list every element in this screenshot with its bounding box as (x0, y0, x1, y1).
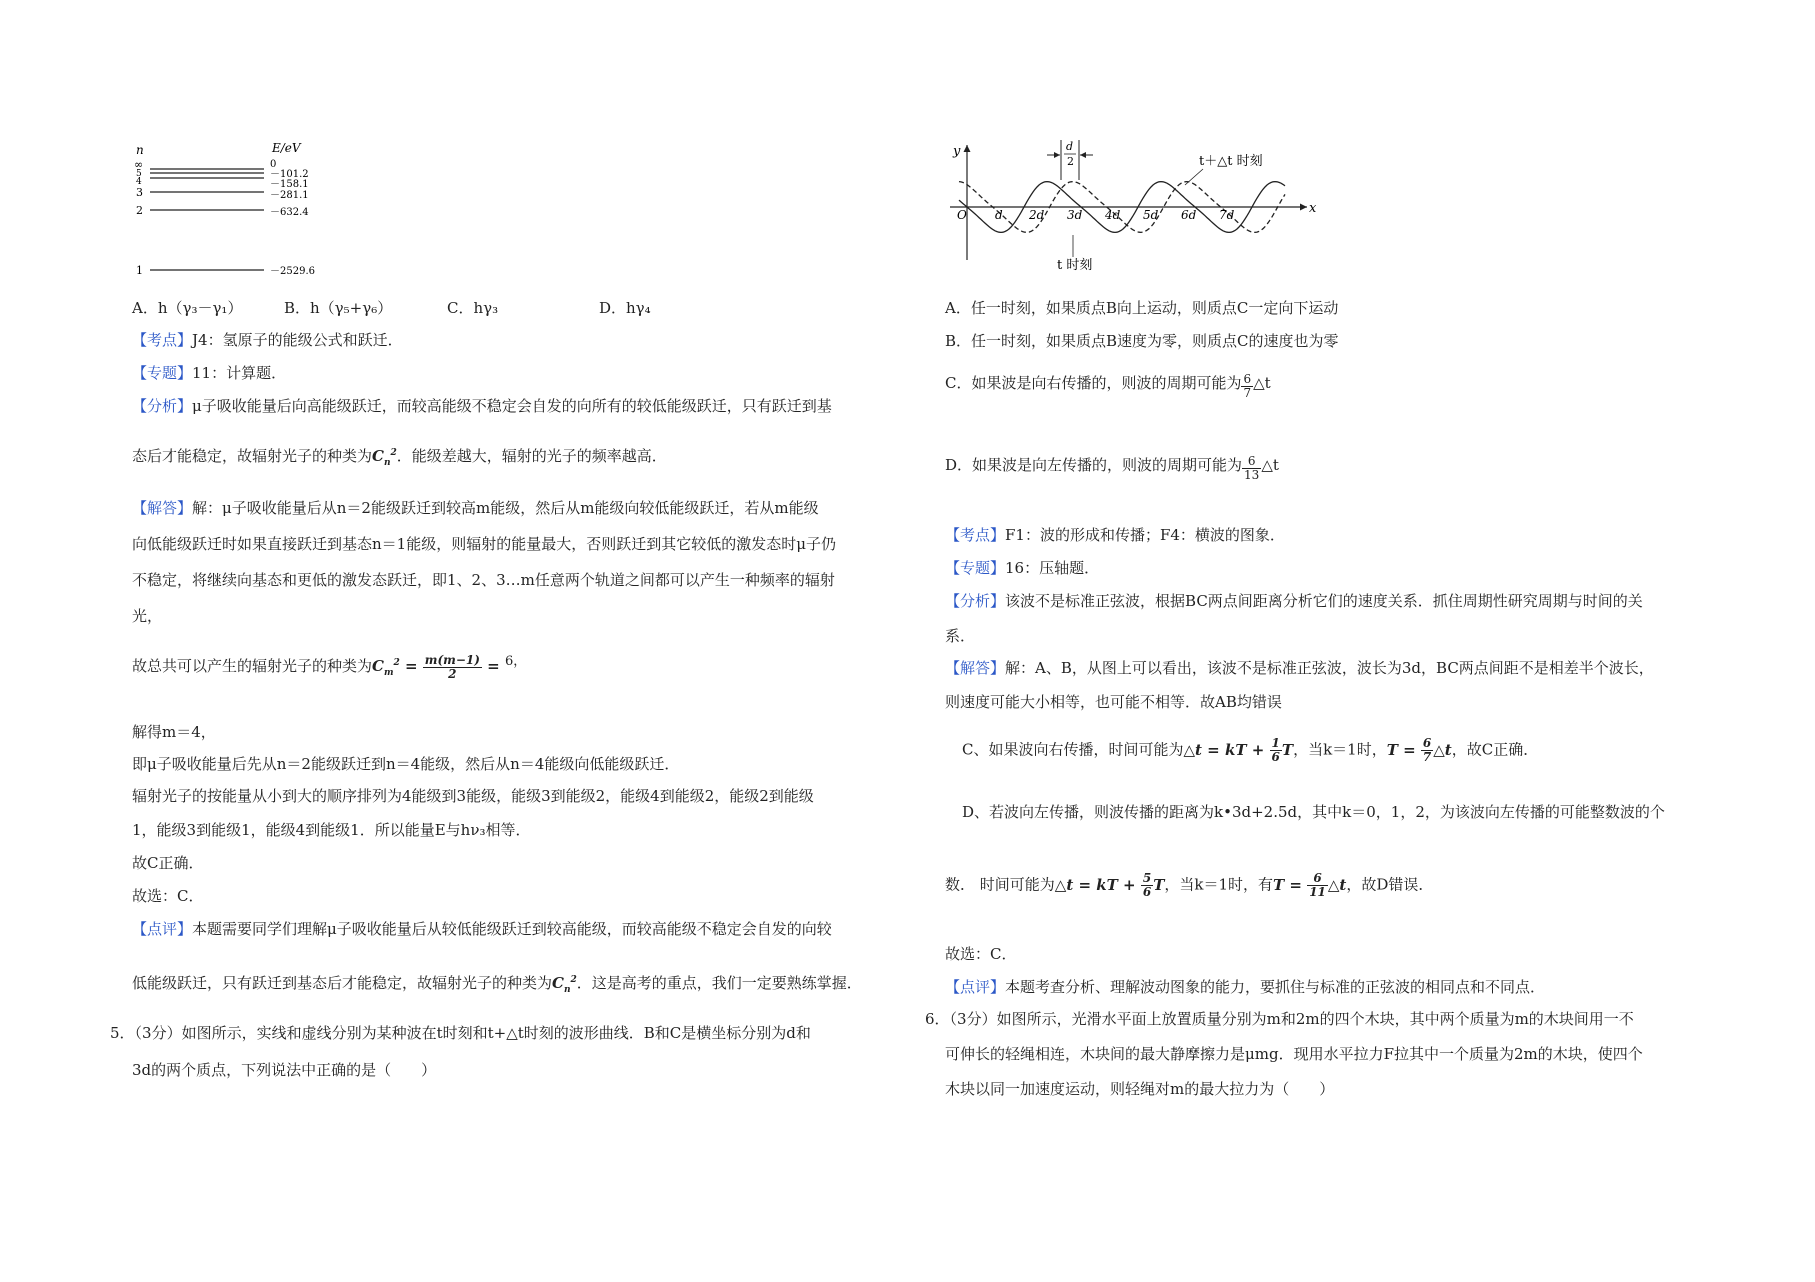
fenxi-line-1 (945, 591, 1643, 611)
dianping-tag: 【点评】 (132, 920, 193, 938)
fenxi-tag: 【分析】 (132, 397, 193, 415)
tick-6d: 6d (1181, 208, 1197, 222)
fenxi-text-1: μ子吸收能量后向高能级跃迁，而较高能级不稳定会自发的向所有的较低能级跃迁，只有跃迁到基 (192, 397, 832, 415)
fenxi-text-2: 系． (945, 627, 976, 645)
half-d-num: d (1066, 140, 1074, 153)
jieda-line-3 (132, 570, 835, 590)
jieda-c-line (962, 737, 1538, 764)
jieda-text-3: 不稳定，将继续向基态和更低的激发态跃迁，即1、2、3…m任意两个轨道之间都可以产生一种频率的辐射 (132, 571, 835, 589)
fenxi-text-2b: ．能级差越大，辐射的光子的频率越高． (396, 447, 667, 465)
jieda-text-6: 解得m＝4， (132, 723, 216, 741)
level-e-inf: 0 (270, 159, 277, 170)
option-a: A．h（γ₃－γ₁） (132, 299, 243, 317)
jieda-line-1 (132, 498, 819, 518)
jieda-d-text-2: 数． 时间可能为 (945, 875, 1055, 894)
combination-formula: $C_n^2$ (372, 447, 397, 468)
option-d-line (945, 455, 1279, 482)
y-axis-label: y (953, 144, 961, 159)
jieda-line-9 (132, 820, 530, 840)
jieda-c-text-3: ，故C正确． (1451, 740, 1539, 759)
jieda-text-10: 故C正确． (132, 854, 204, 872)
x-axis-label: x (1309, 201, 1317, 216)
tick-3d: 3d (1067, 208, 1083, 222)
level-n-1: 1 (136, 264, 143, 277)
kaodian-line (132, 330, 403, 350)
level-e-4: －158.1 (270, 179, 309, 190)
question-5-line-2 (132, 1060, 436, 1080)
option-c-tail: △t (1253, 374, 1271, 392)
kaodian-text: F1：波的形成和传播；F4：横波的图象． (1005, 526, 1285, 544)
zhuanti-text: 16：压轴题． (1005, 559, 1100, 577)
jieda-d-text-3: ，当k＝1时，有 (1164, 875, 1273, 894)
jieda-text-4: 光， (132, 607, 163, 625)
option-c: C．如果波是向右传播的，则波的周期可能为 (945, 374, 1242, 392)
level-e-1: －2529.6 (270, 266, 315, 277)
level-n-3: 3 (136, 186, 143, 199)
jieda-text-5b: 6， (504, 654, 527, 669)
question-5-text-2: 3d的两个质点，下列说法中正确的是（ ） (132, 1061, 437, 1079)
fenxi-line-2 (945, 626, 975, 646)
dianping-line-1 (132, 919, 832, 939)
origin-label: O (957, 208, 967, 222)
question-6-line-1 (925, 1009, 1634, 1029)
jieda-line-6 (132, 722, 216, 742)
jieda-line-2 (945, 692, 1282, 712)
fenxi-text-1: 该波不是标准正弦波，根据BC两点间距离分析它们的速度关系．抓住周期性研究周期与时间的关 (1005, 592, 1643, 610)
zhuanti-text: 11：计算题． (192, 364, 287, 382)
dianping-text: 本题考查分析、理解波动图象的能力，要抓住与标准的正弦波的相同点和不同点． (1005, 978, 1546, 996)
jieda-line-2 (132, 534, 836, 554)
level-n-5: 5 (136, 169, 142, 179)
dashed-label-leader (1185, 169, 1203, 185)
jieda-text-5a: 故总共可以产生的辐射光子的种类为 (132, 657, 373, 675)
solid-wave-label: t 时刻 (1057, 258, 1093, 273)
jieda-d-text-1: D、若波向左传播，则波传播的距离为k•3d+2.5d，其中k＝0，1，2，为该波向左传播的可能整数波的个 (962, 803, 1665, 821)
jieda-text-11: 故选：C． (132, 887, 204, 905)
kaodian-tag: 【考点】 (132, 331, 193, 349)
level-n-inf: ∞ (134, 158, 144, 171)
e-axis-label: E/eV (272, 141, 301, 155)
zhuanti-line (132, 363, 286, 383)
option-a-line (945, 298, 1338, 318)
kaodian-text: J4：氢原子的能级公式和跃迁． (192, 331, 403, 349)
formula-dt-left: △t = kT + $\frac{5}{6}$ T (1054, 871, 1165, 899)
level-n-4: 4 (136, 177, 142, 187)
jieda-text-2: 向低能级跃迁时如果直接跃迁到基态n＝1能级，则辐射的能量最大，否则跃迁到其它较低的激发态时μ子仍 (132, 535, 836, 553)
combination-formula-2: $C_n^2$ (552, 974, 577, 995)
fenxi-text-2a: 态后才能稳定，故辐射光子的种类为 (132, 447, 373, 465)
dashed-wave-label: t＋△t 时刻 (1199, 154, 1263, 169)
jieda-text-9: 1，能级3到能级1，能级4到能级1．所以能量E与hν₃相等． (132, 821, 531, 839)
jieda-d-text-4: ，故D错误． (1346, 875, 1434, 894)
jieda-text-7: 即μ子吸收能量后先从n＝2能级跃迁到n＝4能级，然后从n＝4能级向低能级跃迁． (132, 755, 680, 773)
level-e-2: －632.4 (270, 207, 309, 218)
level-e-3: －281.1 (270, 190, 309, 201)
dianping-line-2 (132, 970, 862, 1000)
tick-4d: 4d (1105, 208, 1121, 222)
n-axis-label: n (136, 143, 144, 157)
tick-7d: 7d (1219, 208, 1235, 222)
jieda-line-5 (132, 652, 526, 683)
jieda-line-1 (945, 658, 1654, 678)
fenxi-tag: 【分析】 (945, 592, 1006, 610)
tick-5d: 5d (1143, 208, 1159, 222)
jieda-tag: 【解答】 (132, 499, 193, 517)
tick-d: d (995, 208, 1003, 222)
jieda-line-10 (132, 853, 203, 873)
fenxi-line-1 (132, 396, 832, 416)
jieda-c-text-1: C、如果波向右传播，时间可能为 (962, 740, 1184, 759)
question-6-text-3: 木块以同一加速度运动，则轻绳对m的最大拉力为（ ） (945, 1080, 1335, 1098)
question-6-text-1: 6．（3分）如图所示，光滑水平面上放置质量分别为m和2m的四个木块，其中两个质量为m的木块间用一不 (925, 1010, 1634, 1028)
zhuanti-tag: 【专题】 (945, 559, 1006, 577)
dianping-tag: 【点评】 (945, 978, 1006, 996)
option-b: B．任一时刻，如果质点B速度为零，则质点C的速度也为零 (945, 332, 1339, 350)
dianping-text-1: 本题需要同学们理解μ子吸收能量后从较低能级跃迁到较高能级，而较高能级不稳定会自发的向较 (192, 920, 832, 938)
half-d-den: 2 (1067, 155, 1074, 168)
jieda-c-text-2: ，当k＝1时， (1293, 740, 1387, 759)
tick-2d: 2d (1029, 208, 1045, 222)
option-b: B．h（γ₅+γ₆） (284, 299, 393, 317)
question-5-text-1: 5．（3分）如图所示，实线和虚线分别为某种波在t时刻和t+△t时刻的波形曲线．B和C是横坐标分别为d和 (110, 1024, 811, 1042)
level-n-2: 2 (136, 204, 143, 217)
zhuanti-line (945, 558, 1099, 578)
jieda-final-line (945, 944, 1016, 964)
dianping-text-2a: 低能级跃迁，只有跃迁到基态后才能稳定，故辐射光子的种类为 (132, 974, 553, 992)
jieda-text-1: 解：A、B，从图上可以看出，该波不是标准正弦波，波长为3d，BC两点间距不是相差半个波长， (1005, 659, 1654, 677)
jieda-line-11 (132, 886, 203, 906)
zhuanti-tag: 【专题】 (132, 364, 193, 382)
wave-figure (945, 135, 1325, 275)
level-e-5: －101.2 (270, 169, 309, 180)
dianping-text-2b: ．这是高考的重点，我们一定要熟练掌握． (576, 974, 862, 992)
option-d-tail: △t (1261, 456, 1279, 474)
option-b-line (945, 331, 1339, 351)
formula-T-right: T = $\frac{6}{7}$ △t (1386, 736, 1452, 764)
jieda-line-7 (132, 754, 679, 774)
kaodian-line (945, 525, 1285, 545)
jieda-text-1: 解：μ子吸收能量后从n＝2能级跃迁到较高m能级，然后从m能级向较低能级跃迁，若从m能级 (192, 499, 819, 517)
jieda-final-text: 故选：C． (945, 945, 1017, 963)
jieda-d-line-2 (945, 872, 1433, 899)
jieda-text-2: 则速度可能大小相等，也可能不相等．故AB均错误 (945, 693, 1282, 711)
combination-formula-m: $C_m^2$ = $\frac{m(m-1)}{2}$ = (372, 652, 505, 681)
option-c: C．hγ₃ (447, 299, 499, 317)
jieda-line-8 (132, 786, 814, 806)
dianping-line (945, 977, 1545, 997)
option-d-fraction: $\frac{6}{13}$ (1244, 454, 1260, 482)
option-a: A．任一时刻，如果质点B向上运动，则质点C一定向下运动 (945, 299, 1339, 317)
fenxi-line-2 (132, 443, 667, 473)
kaodian-tag: 【考点】 (945, 526, 1006, 544)
energy-level-diagram (132, 140, 332, 280)
option-d: D．如果波是向左传播的，则波的周期可能为 (945, 456, 1243, 474)
option-c-fraction: $\frac{6}{7}$ (1243, 372, 1252, 400)
formula-T-left: T = $\frac{6}{11}$ △t (1273, 871, 1347, 899)
option-c-line (945, 373, 1271, 400)
jieda-line-4 (132, 606, 162, 626)
formula-dt-right: △t = kT + $\frac{1}{6}$ T (1183, 736, 1294, 764)
jieda-tag: 【解答】 (945, 659, 1006, 677)
question-6-line-2 (945, 1044, 1643, 1064)
question-6-text-2: 可伸长的轻绳相连，木块间的最大静摩擦力是μmg．现用水平拉力F拉其中一个质量为2m的木块，使四个 (945, 1045, 1643, 1063)
question-6-line-3 (945, 1079, 1334, 1099)
question-5-line-1 (110, 1023, 811, 1043)
option-d: D．hγ₄ (599, 299, 651, 317)
jieda-d-line-1 (962, 802, 1665, 822)
jieda-text-8: 辐射光子的按能量从小到大的顺序排列为4能级到3能级，能级3到能级2，能级4到能级2，能级2到能级 (132, 787, 814, 805)
